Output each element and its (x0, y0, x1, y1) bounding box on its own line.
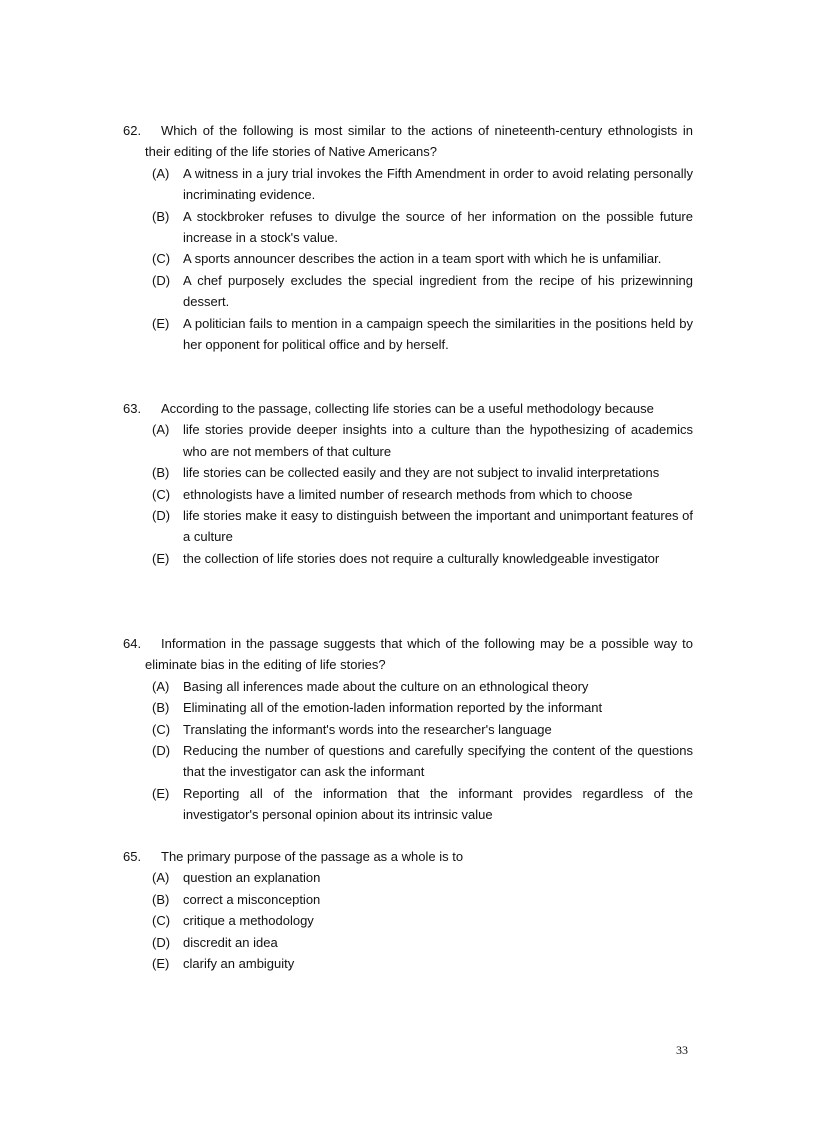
answer-option-c (123, 248, 693, 269)
answer-option-d (123, 932, 693, 953)
option-text: Basing all inferences made about the culture on an ethnological theory (183, 678, 589, 694)
answer-option-b (123, 697, 693, 718)
option-label: (A) (152, 422, 170, 438)
option-text: the collection of life stories does not require a culturally knowledgeable investigator (183, 550, 660, 566)
question-number: 63. (123, 401, 142, 416)
option-label: (B) (152, 465, 170, 481)
option-text: life stories make it easy to distinguish between the important and unimportant features of a culture (183, 508, 693, 545)
option-text: correct a misconception (183, 891, 321, 907)
option-label: (C) (152, 913, 171, 929)
option-text: A sports announcer describes the action in a team sport with which he is unfamiliar. (183, 251, 662, 267)
question-63 (123, 398, 693, 569)
option-label: (B) (152, 700, 170, 716)
option-label: (B) (152, 891, 170, 907)
answer-option-d (123, 270, 693, 313)
answer-option-c (123, 484, 693, 505)
answer-option-a (123, 867, 693, 888)
answer-option-b (123, 206, 693, 249)
option-label: (C) (152, 251, 171, 267)
option-text: life stories provide deeper insights into a culture than the hypothesizing of academics who are not members of that culture (183, 422, 693, 459)
option-text: A witness in a jury trial invokes the Fifth Amendment in order to avoid relating personally incriminating evidence. (183, 165, 693, 203)
option-label: (A) (152, 870, 170, 886)
answer-option-a (123, 419, 693, 462)
answer-option-e (123, 548, 693, 569)
option-text: critique a methodology (183, 913, 314, 929)
answer-option-c (123, 719, 693, 740)
question-text: The primary purpose of the passage as a whole is to (161, 849, 464, 864)
answer-option-b (123, 889, 693, 910)
question-64 (123, 633, 693, 826)
option-label: (C) (152, 721, 171, 737)
question-text: According to the passage, collecting life stories can be a useful methodology because (161, 401, 654, 416)
question-stem (123, 398, 693, 419)
question-number: 65. (123, 849, 142, 864)
option-label: (E) (152, 315, 170, 331)
question-text: Which of the following is most similar to the actions of nineteenth-century ethnologists in their editing of the life stories of Native Americans? (145, 123, 693, 160)
option-label: (E) (152, 550, 170, 566)
question-text: Information in the passage suggests that which of the following may be a possible way to eliminate bias in the editing of life stories? (145, 636, 693, 673)
option-text: question an explanation (183, 870, 321, 886)
option-label: (E) (152, 785, 170, 801)
option-label: (D) (152, 743, 171, 759)
answer-option-d (123, 740, 693, 783)
option-text: Reducing the number of questions and carefully specifying the content of the questions that the investigator can ask the informant (183, 743, 693, 780)
answer-option-b (123, 462, 693, 483)
question-stem (123, 633, 693, 676)
question-number: 62. (123, 123, 142, 138)
answer-option-a (123, 163, 693, 206)
option-text: A chef purposely excludes the special ingredient from the recipe of his prizewinning dessert. (183, 272, 693, 310)
option-text: clarify an ambiguity (183, 956, 295, 972)
question-stem (123, 120, 693, 163)
option-text: life stories can be collected easily and they are not subject to invalid interpretations (183, 465, 660, 481)
question-stem (123, 846, 693, 867)
option-label: (B) (152, 208, 170, 224)
option-label: (D) (152, 934, 171, 950)
page-number: 33 (676, 1043, 688, 1057)
option-text: discredit an idea (183, 934, 278, 950)
question-65 (123, 846, 693, 974)
answer-option-a (123, 676, 693, 697)
option-text: A stockbroker refuses to divulge the source of her information on the possible future increase in a stock's value. (183, 208, 693, 246)
option-text: Reporting all of the information that the informant provides regardless of the investigator's personal opinion about its intrinsic value (183, 785, 693, 823)
option-label: (D) (152, 272, 171, 288)
answer-option-e (123, 953, 693, 974)
option-text: Translating the informant's words into the researcher's language (183, 721, 552, 737)
option-label: (C) (152, 486, 171, 502)
answer-option-e (123, 313, 693, 356)
option-label: (A) (152, 165, 170, 181)
question-number: 64. (123, 636, 142, 651)
answer-option-e (123, 783, 693, 826)
option-label: (E) (152, 956, 170, 972)
option-text: ethnologists have a limited number of research methods from which to choose (183, 486, 633, 502)
answer-option-c (123, 910, 693, 931)
option-text: A politician fails to mention in a campaign speech the similarities in the positions held by her opponent for political office and by herself. (183, 315, 693, 353)
option-label: (D) (152, 508, 171, 524)
question-62 (123, 120, 693, 355)
answer-option-d (123, 505, 693, 548)
option-label: (A) (152, 678, 170, 694)
option-text: Eliminating all of the emotion-laden information reported by the informant (183, 700, 603, 716)
